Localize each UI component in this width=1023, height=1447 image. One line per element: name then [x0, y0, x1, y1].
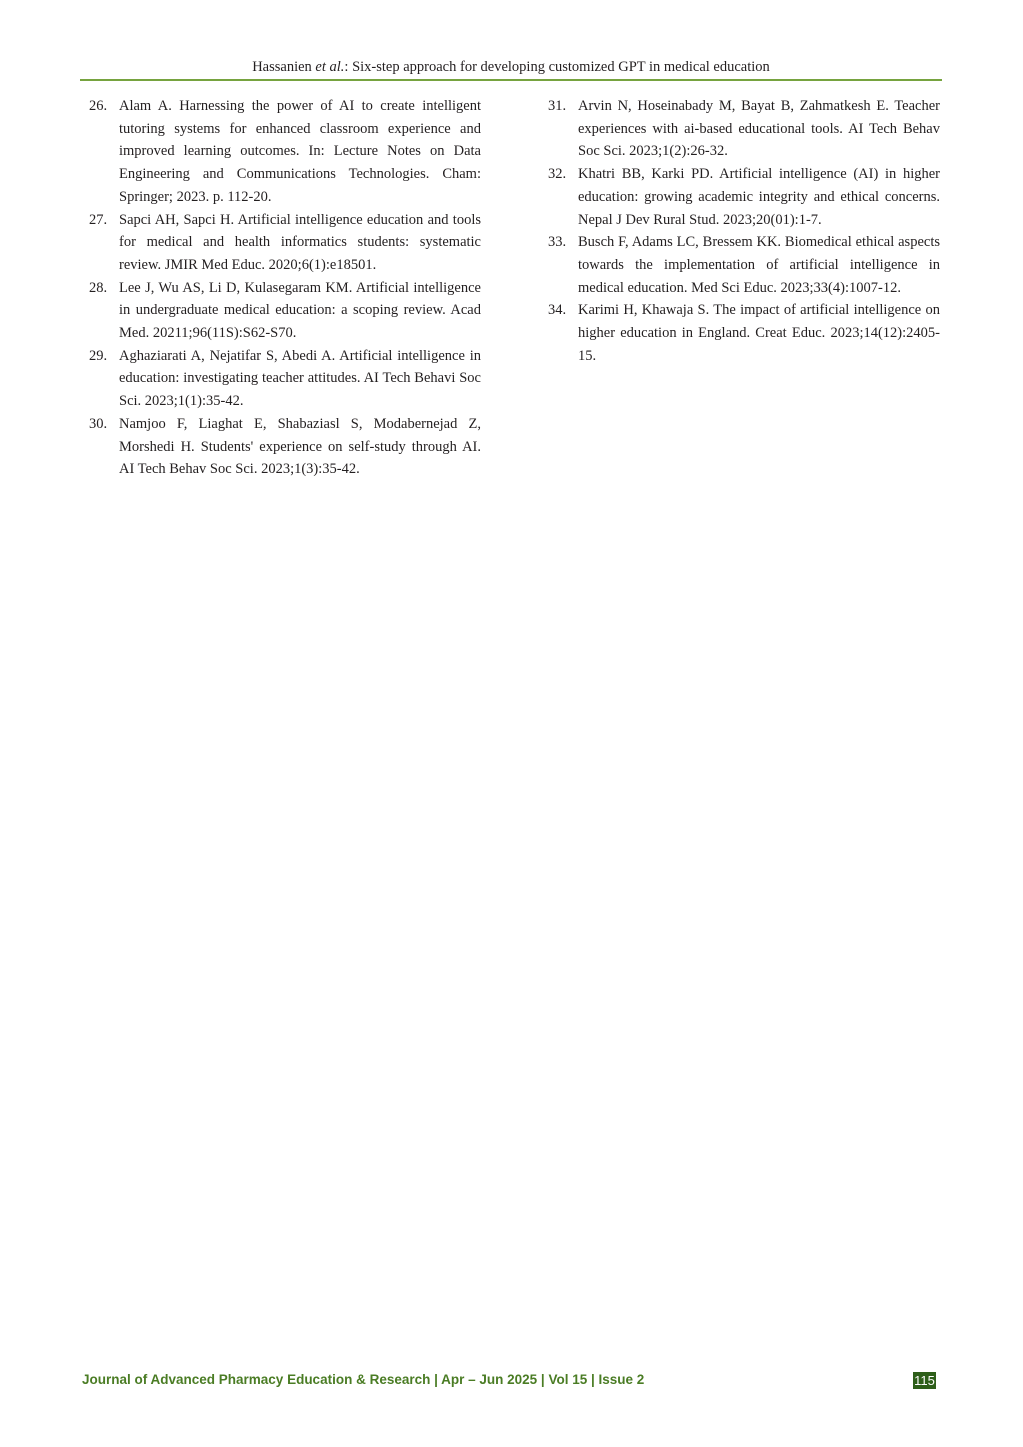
- reference-item: [89, 209, 481, 277]
- reference-text: Sapci AH, Sapci H. Artificial intelligence education and tools for medical and health informatics students: systematic review. JMIR Med Educ. 2020;6(1):e18501.: [119, 211, 481, 273]
- reference-text: Busch F, Adams LC, Bressem KK. Biomedical ethical aspects towards the implementation of artificial intelligence in medical education. Med Sci Educ. 2023;33(4):1007-12.: [578, 234, 940, 296]
- header-authors: Hassanien: [252, 59, 312, 75]
- reference-number: 32.: [548, 166, 567, 183]
- reference-text: Khatri BB, Karki PD. Artificial intelligence (AI) in higher education: growing academic integrity and ethical concerns. Nepal J Dev Rural Stud. 2023;20(01):1-7.: [578, 166, 940, 228]
- reference-item: [548, 163, 940, 231]
- reference-item: [89, 277, 481, 345]
- references-left-column: [89, 95, 481, 481]
- reference-item: [89, 413, 481, 481]
- footer-journal-info: Journal of Advanced Pharmacy Education & Research | Apr – Jun 2025 | Vol 15 | Issue 2: [82, 1372, 645, 1387]
- reference-number: 29.: [89, 347, 108, 364]
- reference-number: 26.: [89, 98, 108, 114]
- header-title: : Six-step approach for developing customized GPT in medical education: [344, 59, 770, 75]
- reference-item: [548, 95, 940, 163]
- reference-text: Aghaziarati A, Nejatifar S, Abedi A. Artificial intelligence in education: investigating teacher attitudes. AI Tech Behavi Soc Sci. 2023;1(1):35-42.: [119, 347, 481, 410]
- page-number: 115: [914, 1373, 935, 1388]
- reference-number: 34.: [548, 302, 567, 319]
- reference-text: Lee J, Wu AS, Li D, Kulasegaram KM. Artificial intelligence in undergraduate medical education: a scoping review. Acad Med. 20211;96(11S):S62-S70.: [119, 279, 481, 342]
- header-etal: et al.: [315, 59, 345, 75]
- reference-number: 31.: [548, 98, 567, 114]
- reference-number: 27.: [89, 211, 108, 228]
- references-right-column: [548, 95, 940, 367]
- reference-item: [89, 95, 481, 209]
- reference-item: [89, 345, 481, 413]
- reference-text: Karimi H, Khawaja S. The impact of artificial intelligence on higher education in England. Creat Educ. 2023;14(12):2405-15.: [578, 302, 940, 364]
- reference-text: Alam A. Harnessing the power of AI to create intelligent tutoring systems for enhanced classroom experience and improved learning outcomes. In: Lecture Notes on Data Engineering and Communications Technologies. Cham: Springer; 2023. p. 112-20.: [119, 98, 481, 205]
- reference-text: Arvin N, Hoseinabady M, Bayat B, Zahmatkesh E. Teacher experiences with ai-based educational tools. AI Tech Behav Soc Sci. 2023;1(2):26-32.: [578, 98, 940, 160]
- reference-item: [548, 231, 940, 299]
- running-header: [80, 58, 942, 76]
- reference-number: 28.: [89, 279, 108, 296]
- reference-item: [548, 299, 940, 367]
- header-rule: [80, 79, 942, 81]
- reference-text: Namjoo F, Liaghat E, Shabaziasl S, Modabernejad Z, Morshedi H. Students' experience on self-study through AI. AI Tech Behav Soc Sci. 2023;1(3):35-42.: [119, 415, 481, 478]
- reference-number: 30.: [89, 415, 108, 432]
- reference-number: 33.: [548, 234, 567, 251]
